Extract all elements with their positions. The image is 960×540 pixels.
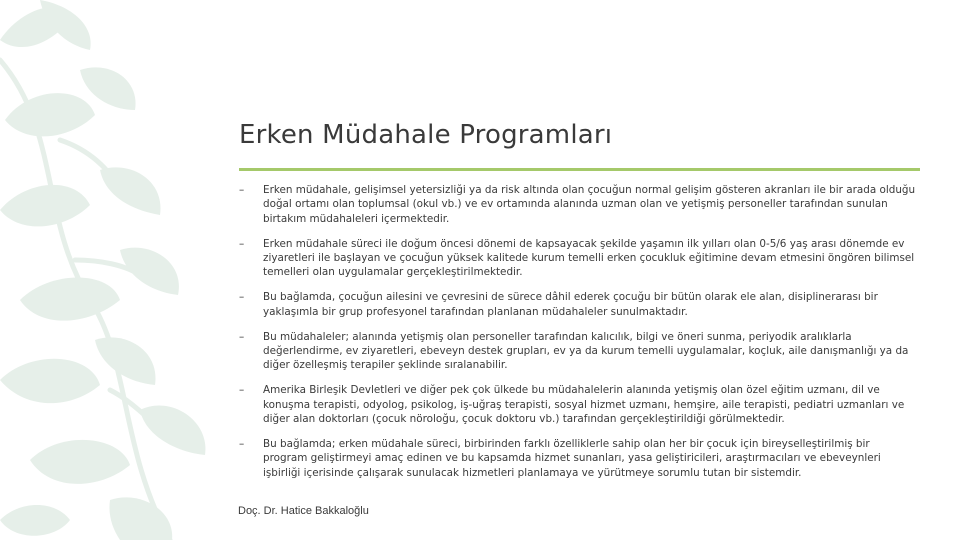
bullet-item (239, 290, 917, 319)
bullet-text: Bu bağlamda; erken müdahale süreci, birbirinden farklı özelliklerle sahip olan her bir çocuk için bireyselleştirilmiş bir program geliştirmeyi amaç edinen ve bu kapsamda hizmet sunanları, yasa geliştiricileri, araştırmacıları ve ebeveynleri işbirliği içerisinde çalışarak sunulacak hizmetleri planlamaya ve yürütmeye sorumlu tutan bir sistemdir. (263, 438, 881, 479)
bullet-marker: – (239, 291, 245, 304)
bullet-marker: – (239, 384, 245, 397)
bullet-text: Bu müdahaleler; alanında yetişmiş olan personeller tarafından kalıcılık, bilgi ve öneri sunma, periyodik aralıklarla değerlendirme, ev ziyaretleri, ebeveyn destek grupları, ev ya da kurum temelli uygulamalar, koçluk, aile danışmanlığı ya da diğer özelleşmiş terapiler şeklinde sıralanabilir. (263, 330, 909, 372)
bullet-item (239, 383, 917, 426)
bullet-text: Erken müdahale süreci ile doğum öncesi dönemi de kapsayacak şekilde yaşamın ilk yılları olan 0-5/6 yaş arası dönemde ev ziyaretleri ile başlayan ve çocuğun yüksek kalitede kurum temelli erken çocukluk eğitimine devam etmesini öngören bilimsel temelleri olan uygulamalar gerçekleştirilmektedir. (263, 237, 915, 279)
bullet-marker: – (239, 330, 245, 343)
title-divider (239, 168, 920, 171)
slide-title: Erken Müdahale Programları (239, 120, 613, 150)
leaf-branch-decoration (0, 0, 230, 540)
bullet-item (239, 183, 917, 226)
bullet-item (239, 437, 917, 480)
bullet-marker: – (239, 237, 245, 250)
bullet-text: Bu bağlamda, çocuğun ailesini ve çevresini de sürece dâhil ederek çocuğu bir bütün olarak ele alan, disiplinerarası bir yaklaşımla bir grup profesyonel tarafından planlanan müdahaleler sunulmaktadır. (263, 291, 878, 318)
bullet-marker: – (239, 184, 245, 196)
bullet-text: Amerika Birleşik Devletleri ve diğer pek çok ülkede bu müdahalelerin alanında yetişmiş olan özel eğitim uzmanı, dil ve konuşma terapisti, odyolog, psikolog, iş-uğraş terapisti, sosyal hizmet uzmanı, hemşire, aile terapisti, pediatri uzmanları ve diğer alan doktorları (çocuk nöroloğu, çocuk doktoru vb.) tarafından gerçekleştirildiği görülmektedir. (263, 384, 905, 426)
bullet-text: Erken müdahale, gelişimsel yetersizliği ya da risk altında olan çocuğun normal gelişim gösteren akranları ile bir arada olduğu doğal ortamı olan toplumsal (okul vb.) ve ev ortamında alanında uzman olan ve yetişmiş personeller tarafından sunulan birtakım müdahaleleri içermektedir. (263, 184, 916, 225)
bullet-marker: – (239, 438, 245, 451)
bullet-item (239, 237, 917, 280)
author-footer: Doç. Dr. Hatice Bakkaloğlu (238, 505, 369, 517)
bullet-list (239, 183, 917, 491)
bullet-item (239, 330, 917, 373)
